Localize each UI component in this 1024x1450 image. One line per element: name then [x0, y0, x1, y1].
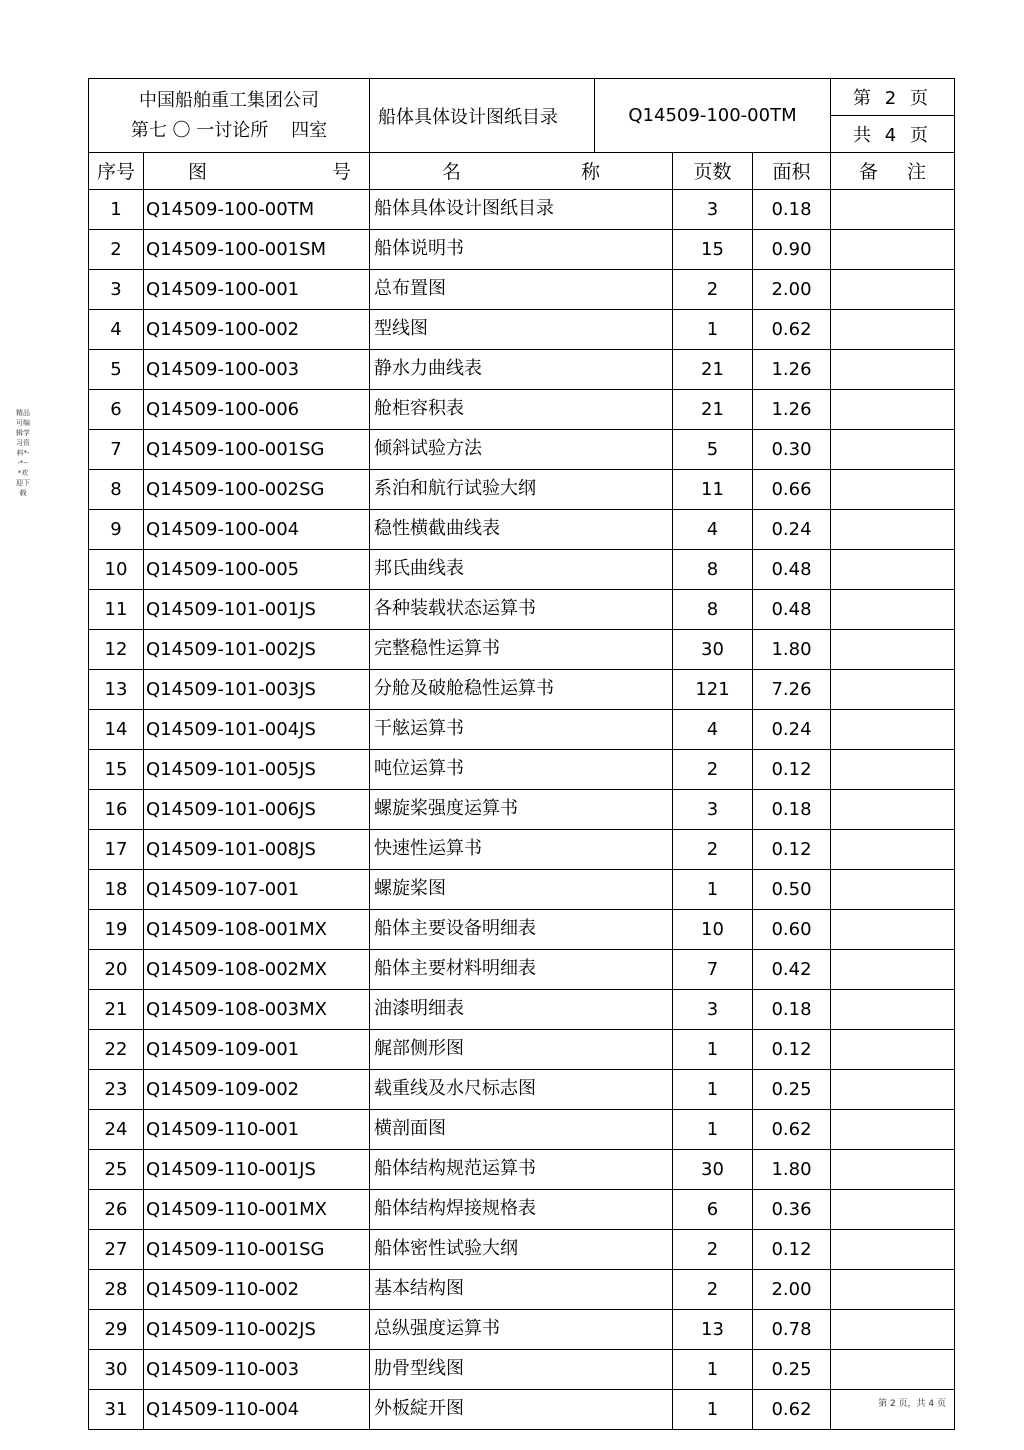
remark: [831, 669, 955, 709]
table-row: [89, 269, 955, 309]
row-number: 11: [89, 589, 144, 629]
row-number: 7: [89, 429, 144, 469]
remark: [831, 589, 955, 629]
row-number: 25: [89, 1149, 144, 1189]
drawing-code: Q14509-109-001: [144, 1029, 370, 1069]
table-row: [89, 669, 955, 709]
page-count: 1: [673, 1349, 753, 1389]
drawing-code: Q14509-110-003: [144, 1349, 370, 1389]
col-header-area: 面积: [753, 152, 831, 189]
area-value: 0.50: [753, 869, 831, 909]
page-count: 30: [673, 1149, 753, 1189]
drawing-name: 邦氏曲线表: [370, 549, 673, 589]
department-name: 第七 〇 一讨论所 四室: [130, 119, 328, 141]
drawing-name: 舱柜容积表: [370, 389, 673, 429]
col-header-pages: 页数: [673, 152, 753, 189]
remark: [831, 949, 955, 989]
table-row: [89, 709, 955, 749]
row-number: 6: [89, 389, 144, 429]
remark: [831, 909, 955, 949]
area-value: 1.26: [753, 349, 831, 389]
drawing-name: 分舱及破舱稳性运算书: [370, 669, 673, 709]
page-count: 1: [673, 309, 753, 349]
row-number: 23: [89, 1069, 144, 1109]
col-header-no: 序号: [89, 152, 144, 189]
drawing-name: 静水力曲线表: [370, 349, 673, 389]
table-row: [89, 989, 955, 1029]
drawing-code: Q14509-110-001MX: [144, 1189, 370, 1229]
page-count: 1: [673, 1109, 753, 1149]
page-count: 1: [673, 869, 753, 909]
row-number: 8: [89, 469, 144, 509]
remark: [831, 709, 955, 749]
page-count: 21: [673, 389, 753, 429]
row-number: 13: [89, 669, 144, 709]
drawing-name: 倾斜试验方法: [370, 429, 673, 469]
table-row: [89, 509, 955, 549]
drawing-name: 艉部侧形图: [370, 1029, 673, 1069]
drawing-name: 船体说明书: [370, 229, 673, 269]
area-value: 0.36: [753, 1189, 831, 1229]
row-number: 17: [89, 829, 144, 869]
drawing-code: Q14509-101-005JS: [144, 749, 370, 789]
drawing-name: 油漆明细表: [370, 989, 673, 1029]
page-count: 2: [673, 749, 753, 789]
area-value: 0.24: [753, 709, 831, 749]
page-count: 1: [673, 1029, 753, 1069]
drawing-code: Q14509-100-001SG: [144, 429, 370, 469]
col-header-remark: 备 注: [831, 152, 955, 189]
row-number: 18: [89, 869, 144, 909]
table-row: [89, 469, 955, 509]
drawing-code: Q14509-100-001: [144, 269, 370, 309]
area-value: 0.30: [753, 429, 831, 469]
table-row: [89, 829, 955, 869]
remark: [831, 549, 955, 589]
drawing-name: 基本结构图: [370, 1269, 673, 1309]
organization-cell: [89, 79, 370, 153]
area-value: 2.00: [753, 1269, 831, 1309]
drawing-name: 船体结构焊接规格表: [370, 1189, 673, 1229]
total-pages: 共 4 页: [831, 116, 955, 153]
drawing-code: Q14509-110-004: [144, 1389, 370, 1429]
page-count: 6: [673, 1189, 753, 1229]
document-title: 船体具体设计图纸目录: [370, 79, 595, 153]
remark: [831, 509, 955, 549]
drawing-code: Q14509-101-006JS: [144, 789, 370, 829]
table-row: [89, 749, 955, 789]
table-row: [89, 949, 955, 989]
drawing-code: Q14509-110-002: [144, 1269, 370, 1309]
col-header-code: 图 号: [144, 152, 370, 189]
area-value: 0.25: [753, 1069, 831, 1109]
area-value: 0.12: [753, 749, 831, 789]
table-row: [89, 389, 955, 429]
page-count: 4: [673, 509, 753, 549]
page-footer: 第 2 页，共 4 页: [878, 1399, 946, 1409]
page-count: 8: [673, 549, 753, 589]
page-count: 121: [673, 669, 753, 709]
page-count: 3: [673, 989, 753, 1029]
remark: [831, 349, 955, 389]
row-number: 2: [89, 229, 144, 269]
drawing-code: Q14509-101-001JS: [144, 589, 370, 629]
page-count: 13: [673, 1309, 753, 1349]
row-number: 27: [89, 1229, 144, 1269]
drawing-name: 船体结构规范运算书: [370, 1149, 673, 1189]
area-value: 2.00: [753, 269, 831, 309]
area-value: 1.80: [753, 1149, 831, 1189]
table-row: [89, 589, 955, 629]
area-value: 0.12: [753, 829, 831, 869]
remark: [831, 989, 955, 1029]
table-row: [89, 1229, 955, 1269]
table-header-row: [89, 152, 955, 189]
row-number: 16: [89, 789, 144, 829]
drawing-name: 稳性横截曲线表: [370, 509, 673, 549]
table-row: [89, 1109, 955, 1149]
row-number: 24: [89, 1109, 144, 1149]
drawing-name: 快速性运算书: [370, 829, 673, 869]
table-row: [89, 1389, 955, 1429]
drawing-name: 干舷运算书: [370, 709, 673, 749]
drawing-name: 船体主要材料明细表: [370, 949, 673, 989]
table-row: [89, 189, 955, 229]
page-count: 2: [673, 1269, 753, 1309]
area-value: 0.18: [753, 789, 831, 829]
drawing-code: Q14509-108-002MX: [144, 949, 370, 989]
row-number: 19: [89, 909, 144, 949]
table-row: [89, 869, 955, 909]
organization-name: 中国船舶重工集团公司: [139, 89, 319, 111]
area-value: 1.26: [753, 389, 831, 429]
col-header-name: 名 称: [370, 152, 673, 189]
drawing-name: 横剖面图: [370, 1109, 673, 1149]
drawing-code: Q14509-100-005: [144, 549, 370, 589]
drawing-code: Q14509-110-002JS: [144, 1309, 370, 1349]
area-value: 1.80: [753, 629, 831, 669]
page-count: 5: [673, 429, 753, 469]
area-value: 0.12: [753, 1229, 831, 1269]
drawing-code: Q14509-101-003JS: [144, 669, 370, 709]
document-code: Q14509-100-00TM: [595, 79, 831, 153]
page-count: 3: [673, 789, 753, 829]
page-count: 3: [673, 189, 753, 229]
page-count: 10: [673, 909, 753, 949]
area-value: 0.48: [753, 589, 831, 629]
area-value: 0.62: [753, 1109, 831, 1149]
row-number: 14: [89, 709, 144, 749]
drawing-code: Q14509-110-001JS: [144, 1149, 370, 1189]
row-number: 5: [89, 349, 144, 389]
area-value: 0.48: [753, 549, 831, 589]
drawing-name: 吨位运算书: [370, 749, 673, 789]
table-row: [89, 1069, 955, 1109]
remark: [831, 1229, 955, 1269]
area-value: 0.18: [753, 189, 831, 229]
row-number: 3: [89, 269, 144, 309]
remark: [831, 1389, 955, 1429]
remark: [831, 1029, 955, 1069]
page-count: 8: [673, 589, 753, 629]
drawing-name: 肋骨型线图: [370, 1349, 673, 1389]
row-number: 26: [89, 1189, 144, 1229]
drawing-name: 型线图: [370, 309, 673, 349]
page-count: 2: [673, 829, 753, 869]
table-row: [89, 1189, 955, 1229]
drawing-name: 总布置图: [370, 269, 673, 309]
remark: [831, 469, 955, 509]
drawing-code: Q14509-100-00TM: [144, 189, 370, 229]
row-number: 20: [89, 949, 144, 989]
page-count: 15: [673, 229, 753, 269]
area-value: 0.42: [753, 949, 831, 989]
remark: [831, 229, 955, 269]
drawing-code: Q14509-100-001SM: [144, 229, 370, 269]
drawing-name: 船体主要设备明细表: [370, 909, 673, 949]
remark: [831, 389, 955, 429]
area-value: 0.90: [753, 229, 831, 269]
table-row: [89, 1149, 955, 1189]
drawing-name: 船体密性试验大纲: [370, 1229, 673, 1269]
row-number: 21: [89, 989, 144, 1029]
row-number: 29: [89, 1309, 144, 1349]
row-number: 28: [89, 1269, 144, 1309]
table-row: [89, 309, 955, 349]
page-count: 30: [673, 629, 753, 669]
current-page: 第 2 页: [831, 79, 955, 116]
area-value: 0.12: [753, 1029, 831, 1069]
title-block: [88, 78, 955, 153]
remark: [831, 309, 955, 349]
remark: [831, 789, 955, 829]
page-count: 11: [673, 469, 753, 509]
page-count: 4: [673, 709, 753, 749]
drawing-code: Q14509-110-001: [144, 1109, 370, 1149]
page-count: 21: [673, 349, 753, 389]
drawing-list-table: [88, 152, 955, 1430]
row-number: 12: [89, 629, 144, 669]
remark: [831, 829, 955, 869]
drawing-code: Q14509-108-001MX: [144, 909, 370, 949]
remark: [831, 429, 955, 469]
drawing-code: Q14509-107-001: [144, 869, 370, 909]
drawing-name: 总纵强度运算书: [370, 1309, 673, 1349]
area-value: 0.62: [753, 1389, 831, 1429]
remark: [831, 629, 955, 669]
row-number: 1: [89, 189, 144, 229]
row-number: 30: [89, 1349, 144, 1389]
drawing-code: Q14509-101-004JS: [144, 709, 370, 749]
drawing-code: Q14509-108-003MX: [144, 989, 370, 1029]
table-row: [89, 1349, 955, 1389]
remark: [831, 1109, 955, 1149]
remark: [831, 269, 955, 309]
drawing-name: 完整稳性运算书: [370, 629, 673, 669]
drawing-code: Q14509-101-008JS: [144, 829, 370, 869]
page-count: 2: [673, 269, 753, 309]
row-number: 15: [89, 749, 144, 789]
drawing-name: 船体具体设计图纸目录: [370, 189, 673, 229]
side-watermark-text: 精品可编辑学习资料*--*--*欢迎下载: [16, 409, 30, 497]
remark: [831, 1189, 955, 1229]
remark: [831, 189, 955, 229]
remark: [831, 1349, 955, 1389]
area-value: 0.18: [753, 989, 831, 1029]
area-value: 0.62: [753, 309, 831, 349]
row-number: 10: [89, 549, 144, 589]
page-count: 2: [673, 1229, 753, 1269]
table-row: [89, 349, 955, 389]
drawing-name: 载重线及水尺标志图: [370, 1069, 673, 1109]
page-count: 1: [673, 1069, 753, 1109]
remark: [831, 869, 955, 909]
table-row: [89, 1029, 955, 1069]
area-value: 0.78: [753, 1309, 831, 1349]
remark: [831, 1269, 955, 1309]
drawing-code: Q14509-100-004: [144, 509, 370, 549]
table-row: [89, 429, 955, 469]
remark: [831, 1309, 955, 1349]
drawing-code: Q14509-100-003: [144, 349, 370, 389]
table-row: [89, 1269, 955, 1309]
drawing-code: Q14509-100-002SG: [144, 469, 370, 509]
area-value: 0.60: [753, 909, 831, 949]
remark: [831, 1069, 955, 1109]
drawing-name: 螺旋桨图: [370, 869, 673, 909]
drawing-name: 螺旋桨强度运算书: [370, 789, 673, 829]
area-value: 7.26: [753, 669, 831, 709]
row-number: 31: [89, 1389, 144, 1429]
area-value: 0.25: [753, 1349, 831, 1389]
table-row: [89, 629, 955, 669]
drawing-name: 外板綻开图: [370, 1389, 673, 1429]
table-row: [89, 549, 955, 589]
page-count: 7: [673, 949, 753, 989]
drawing-code: Q14509-101-002JS: [144, 629, 370, 669]
table-row: [89, 1309, 955, 1349]
remark: [831, 1149, 955, 1189]
drawing-code: Q14509-109-002: [144, 1069, 370, 1109]
row-number: 22: [89, 1029, 144, 1069]
table-row: [89, 909, 955, 949]
drawing-name: 各种装载状态运算书: [370, 589, 673, 629]
table-row: [89, 789, 955, 829]
page-count: 1: [673, 1389, 753, 1429]
drawing-code: Q14509-100-002: [144, 309, 370, 349]
row-number: 4: [89, 309, 144, 349]
area-value: 0.24: [753, 509, 831, 549]
drawing-index-sheet: [88, 78, 954, 1430]
remark: [831, 749, 955, 789]
table-row: [89, 229, 955, 269]
drawing-name: 系泊和航行试验大纲: [370, 469, 673, 509]
drawing-code: Q14509-110-001SG: [144, 1229, 370, 1269]
row-number: 9: [89, 509, 144, 549]
area-value: 0.66: [753, 469, 831, 509]
drawing-code: Q14509-100-006: [144, 389, 370, 429]
